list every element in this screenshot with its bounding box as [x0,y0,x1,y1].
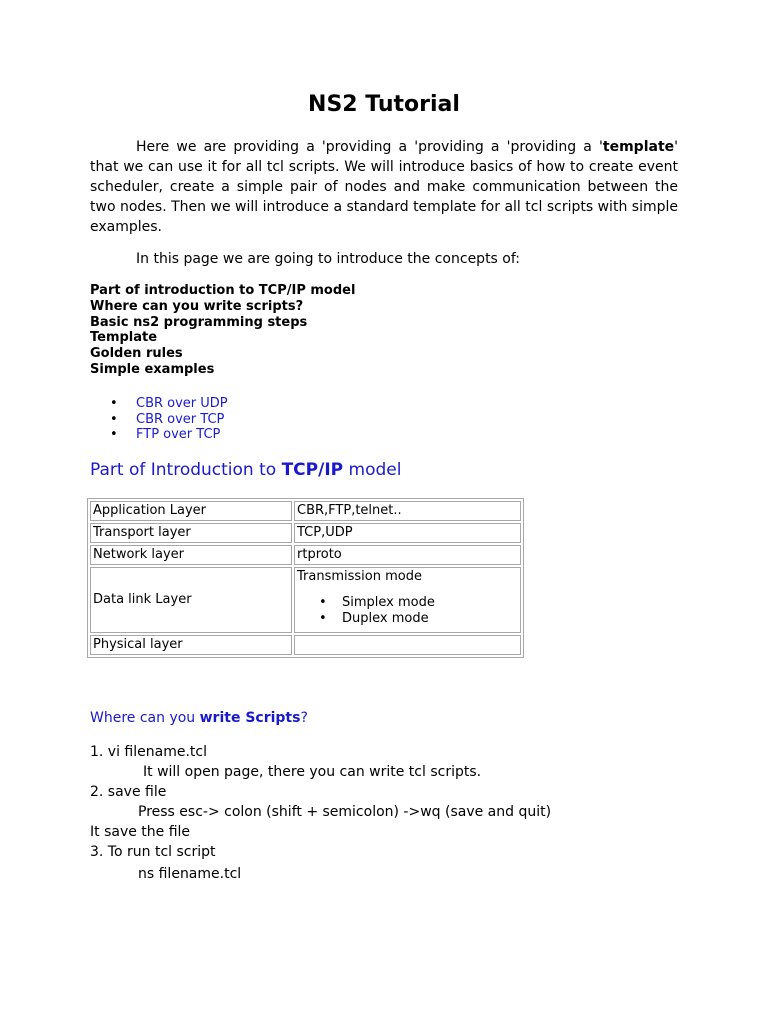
concepts-list [90,283,355,378]
bullet-icon: • [319,611,327,626]
link-label[interactable]: FTP over TCP [136,427,221,443]
transmission-mode-label: Transmission mode [297,569,422,584]
concepts-intro [90,249,678,269]
step-1: 1. vi filename.tcl [90,744,207,760]
heading-bold: TCP/IP [281,460,344,480]
table-row [90,501,521,521]
protocols-cell [294,567,521,633]
tcpip-layers-table [87,498,524,658]
steps-block [90,742,551,884]
heading-prefix: Where can you [90,710,200,726]
step-3-detail: ns filename.tcl [138,866,242,882]
concept-item: Template [90,330,158,346]
intro-paragraph [90,137,678,237]
bullet-icon: • [110,396,118,411]
step-2: 2. save file [90,784,167,800]
section-heading-write-scripts [90,710,308,726]
concept-item: Simple examples [90,361,215,377]
layer-name-cell: Network layer [90,545,292,565]
section-heading-tcpip [90,460,401,480]
bullet-icon: • [110,427,118,443]
heading-bold: write Scripts [199,710,301,726]
bullet-icon: • [319,595,327,610]
mode-label: Duplex mode [342,611,429,626]
protocols-cell: TCP,UDP [294,523,521,543]
table-row [90,545,521,565]
example-link-cbr-tcp[interactable] [110,412,228,428]
protocols-cell: CBR,FTP,telnet.. [294,501,521,521]
intro-text-after: ' that we can use it for all tcl scripts. We will introduce basics of how to create event scheduler, create a simple pair of nodes and make communication between the two nodes. Then we will introduce a standard template for all tcl scripts with simple examples. [90,139,678,235]
link-label[interactable]: CBR over TCP [136,411,225,427]
mode-item [297,611,518,627]
mode-label: Simplex mode [342,595,435,610]
concept-item: Basic ns2 programming steps [90,314,308,330]
concept-item: Part of introduction to TCP/IP model [90,283,356,298]
heading-prefix: Part of Introduction to [90,460,282,480]
layer-name-cell: Physical layer [90,635,292,655]
layer-name-cell: Application Layer [90,501,292,521]
table-row [90,523,521,543]
intro-text-bold: template [602,139,675,155]
table-row [90,567,521,633]
intro-text-before: Here we are providing a 'providing a 'providing a 'providing a ' [136,139,603,155]
protocols-cell [294,635,521,655]
mode-item [297,595,518,611]
heading-suffix: model [343,460,402,480]
layer-name-cell: Transport layer [90,523,292,543]
layer-name-cell: Data link Layer [90,567,292,633]
concepts-intro-text: In this page we are going to introduce the concepts of: [136,251,521,267]
link-label[interactable]: CBR over UDP [136,396,228,411]
step-1-detail: It will open page, there you can write tcl scripts. [143,764,482,780]
concept-item: Where can you write scripts? [90,298,304,314]
page-title: NS2 Tutorial [308,92,460,117]
examples-link-list [110,396,228,443]
example-link-ftp-tcp[interactable] [110,427,228,443]
mode-list [297,595,518,627]
bullet-icon: • [110,411,118,427]
heading-suffix: ? [300,710,308,726]
step-3: 3. To run tcl script [90,844,216,860]
step-2-note: It save the file [90,824,191,840]
example-link-cbr-udp[interactable] [110,396,228,412]
concept-item: Golden rules [90,346,183,362]
table-row [90,635,521,655]
protocols-cell: rtproto [294,545,521,565]
step-2-detail: Press esc-> colon (shift + semicolon) ->wq (save and quit) [138,804,552,820]
